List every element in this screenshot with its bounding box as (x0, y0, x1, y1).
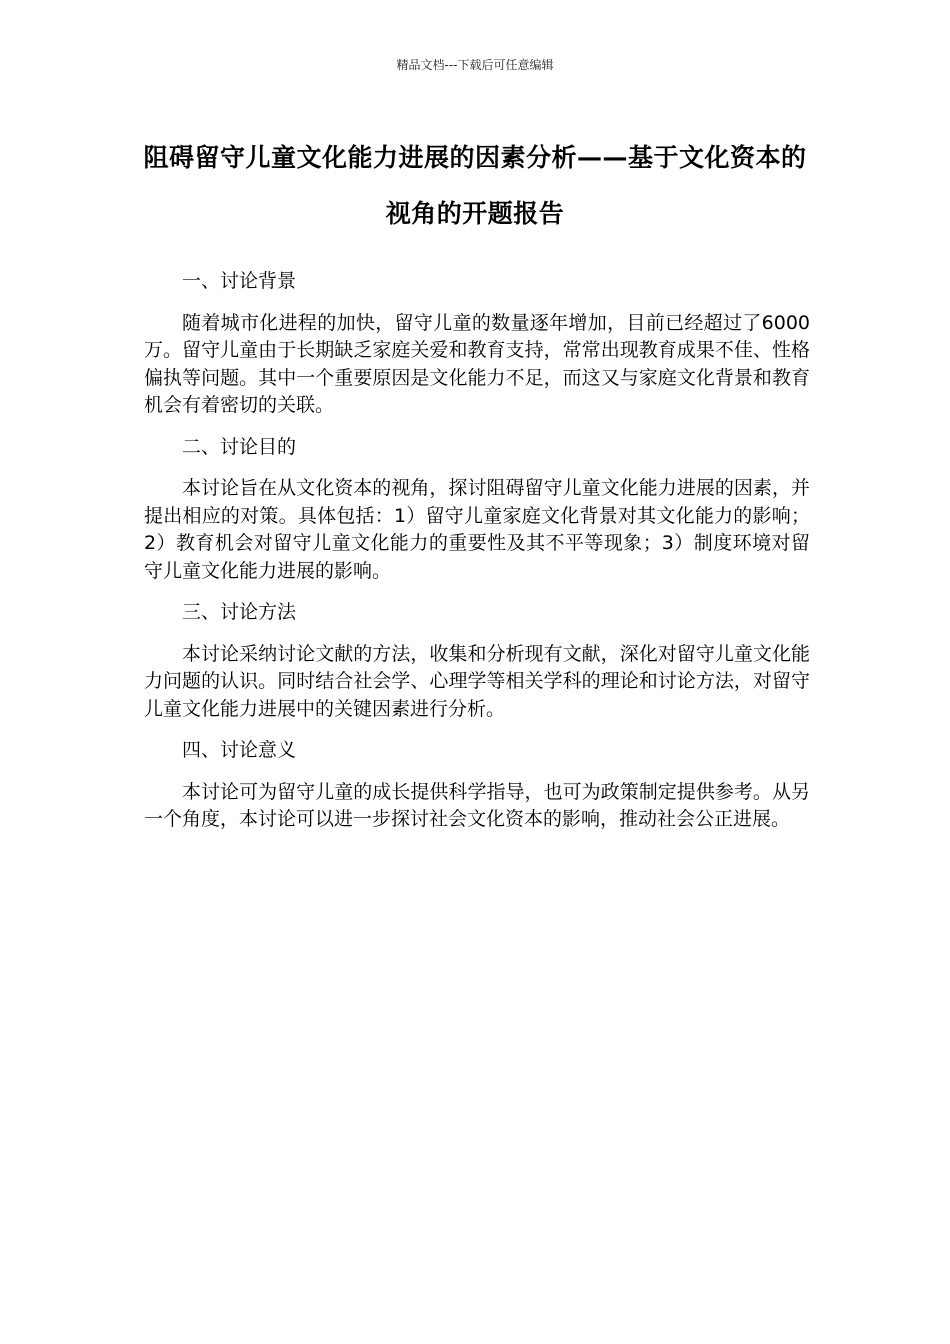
section-heading-method: 三、讨论方法 (182, 601, 297, 623)
section-heading-significance: 四、讨论意义 (182, 739, 297, 761)
section-body-purpose: 本讨论旨在从文化资本的视角，探讨阻碍留守儿童文化能力进展的因素，并提出相应的对策。具体包括：1）留守儿童家庭文化背景对其文化能力的影响；2）教育机会对留守儿童文化能力的重要性及其不平等现象；3）制度环境对留守儿童文化能力进展的影响。 (144, 477, 810, 582)
section-body-significance: 本讨论可为留守儿童的成长提供科学指导，也可为政策制定提供参考。从另一个角度，本讨论可以进一步探讨社会文化资本的影响，推动社会公正进展。 (144, 780, 810, 830)
section-body-background: 随着城市化进程的加快，留守儿童的数量逐年增加，目前已经超过了6000万。留守儿童由于长期缺乏家庭关爱和教育支持，常常出现教育成果不佳、性格偏执等问题。其中一个重要原因是文化能力不足，而这又与家庭文化背景和教育机会有着密切的关联。 (144, 311, 810, 416)
section-heading-background: 一、讨论背景 (182, 270, 297, 292)
section-heading-purpose: 二、讨论目的 (182, 435, 297, 458)
document-body (144, 268, 810, 848)
document-title: 阻碍留守儿童文化能力进展的因素分析——基于文化资本的视角的开题报告 (143, 143, 807, 228)
section-body-method: 本讨论采纳讨论文献的方法，收集和分析现有文献，深化对留守儿童文化能力问题的认识。同时结合社会学、心理学等相关学科的理论和讨论方法，对留守儿童文化能力进展中的关键因素进行分析。 (144, 642, 810, 720)
header-note: 精品文档---下载后可任意编辑 (396, 58, 554, 72)
